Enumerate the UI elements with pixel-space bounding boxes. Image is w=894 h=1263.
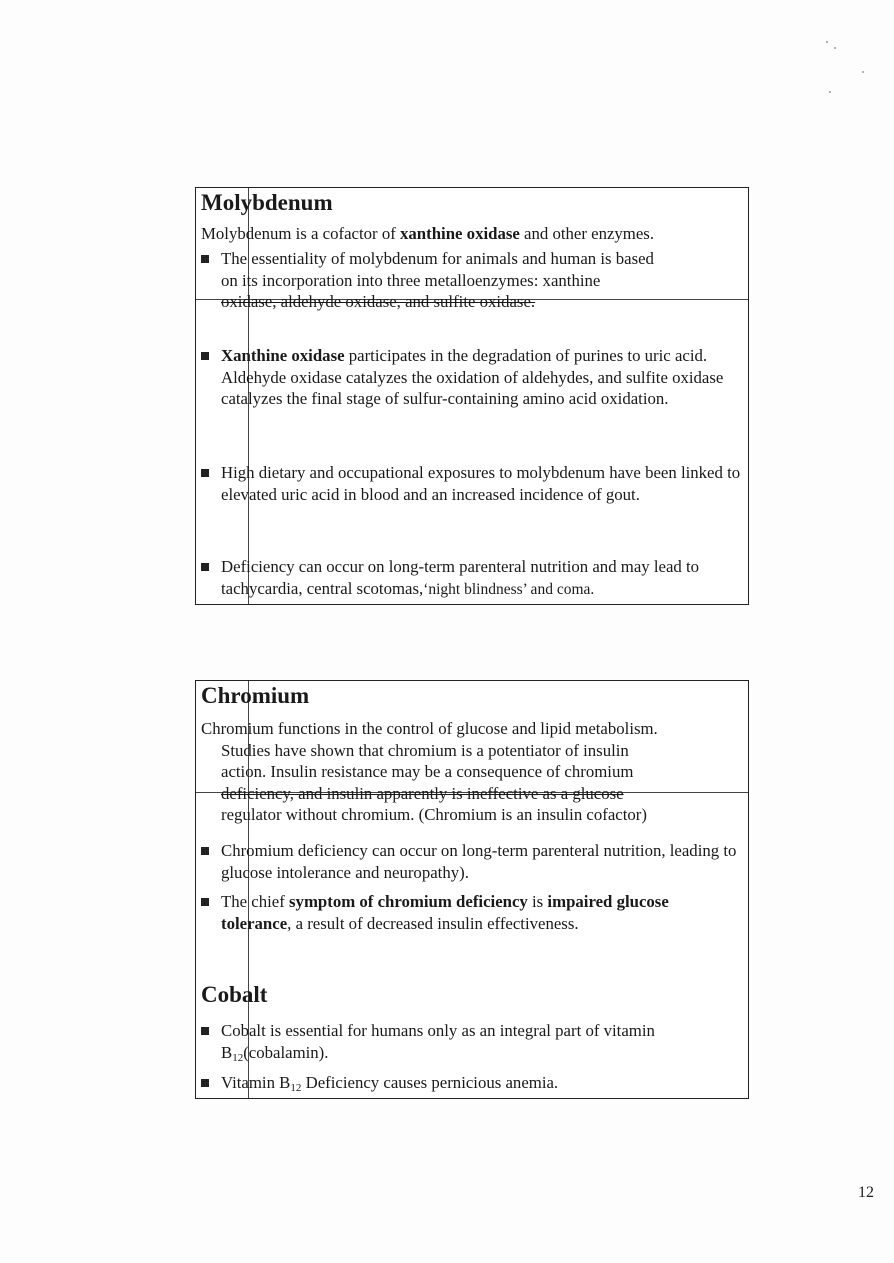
bullet-square-icon: [201, 1027, 209, 1035]
bullet-item: [201, 345, 742, 410]
bullet-text: Deficiency causes pernicious anemia.: [301, 1073, 559, 1092]
bullet-text: is: [527, 892, 548, 911]
bullet-item: [201, 891, 742, 934]
slide-chromium-cobalt: [195, 680, 749, 1099]
bullet-bold: impaired glucose tolerance: [221, 892, 669, 933]
bullet-item: [201, 1072, 742, 1094]
bullet-text: The chief: [221, 892, 290, 911]
bullet-item: [201, 248, 742, 313]
intro-line: regulator without chromium. (Chromium is an insulin cofactor): [221, 805, 647, 824]
bullet-square-icon: [201, 469, 209, 477]
scan-speck: [834, 47, 836, 49]
bullet-item: [201, 556, 742, 600]
bullet-item: [201, 462, 742, 505]
bullet-square-icon: [201, 847, 209, 855]
intro-bold: xanthine oxidase: [400, 224, 520, 243]
bullet-text: Vitamin B: [221, 1073, 291, 1092]
bullet-text: Deficiency can occur on long-term parenteral nutrition and may lead to tachycardia, central scotomas,: [221, 557, 700, 598]
intro-text-part: Molybdenum is a cofactor of: [201, 224, 400, 243]
scan-speck: [826, 41, 828, 43]
slide-title: Chromium: [201, 683, 310, 708]
bullet-text-small: ‘night blindness’ and coma.: [423, 580, 595, 598]
section-title-cobalt: Cobalt: [201, 982, 268, 1007]
slide-molybdenum: [195, 187, 749, 605]
intro-line: deficiency, and insulin apparently is ineffective as a glucose: [221, 783, 624, 803]
bullet-text: Cobalt is essential for humans only as an integral part of vitamin B: [221, 1021, 655, 1062]
bullet-text: , a result of decreased insulin effectiveness.: [287, 913, 579, 933]
bullet-text: participates in the degradation of purines to uric acid. Aldehyde oxidase catalyzes the oxidation of aldehydes, and sulfite oxidase catalyzes the final stage of sulfur-containing amino acid oxidation.: [221, 346, 724, 408]
intro-text: [201, 718, 742, 826]
bullet-square-icon: [201, 898, 209, 906]
bullet-text-line: The essentiality of molybdenum for animals and human is based: [221, 249, 654, 268]
bullet-square-icon: [201, 352, 209, 360]
subscript: 12: [232, 1051, 244, 1064]
bullet-square-icon: [201, 255, 209, 263]
bullet-square-icon: [201, 1079, 209, 1087]
scan-speck: [862, 71, 864, 73]
bullet-text: Chromium deficiency can occur on long-term parenteral nutrition, leading to glucose intolerance and neuropathy).: [221, 841, 737, 882]
intro-text: [201, 223, 742, 245]
intro-text-part: and other enzymes.: [519, 224, 655, 243]
intro-line: Chromium functions in the control of glucose and lipid metabolism.: [201, 719, 658, 738]
intro-line: action. Insulin resistance may be a consequence of chromium: [221, 762, 634, 781]
bullet-text-line: oxidase, aldehyde oxidase, and sulfite oxidase.: [221, 292, 536, 311]
intro-line: Studies have shown that chromium is a potentiator of insulin: [221, 740, 629, 760]
page-number: 12: [858, 1184, 874, 1201]
bullet-text: High dietary and occupational exposures to molybdenum have been linked to elevated uric acid in blood and an increased incidence of gout.: [221, 463, 741, 504]
subscript: 12: [290, 1082, 302, 1094]
bullet-bold: Xanthine oxidase: [221, 346, 345, 365]
slide-title: Molybdenum: [201, 190, 333, 215]
bullet-text: (cobalamin).: [243, 1042, 329, 1062]
bullet-square-icon: [201, 563, 209, 571]
scan-speck: [829, 91, 831, 93]
bullet-text-line: on its incorporation into three metalloenzymes: xanthine: [221, 270, 601, 290]
bullet-bold: symptom of chromium deficiency: [289, 892, 528, 911]
bullet-item: [201, 840, 742, 883]
bullet-item: [201, 1020, 742, 1063]
